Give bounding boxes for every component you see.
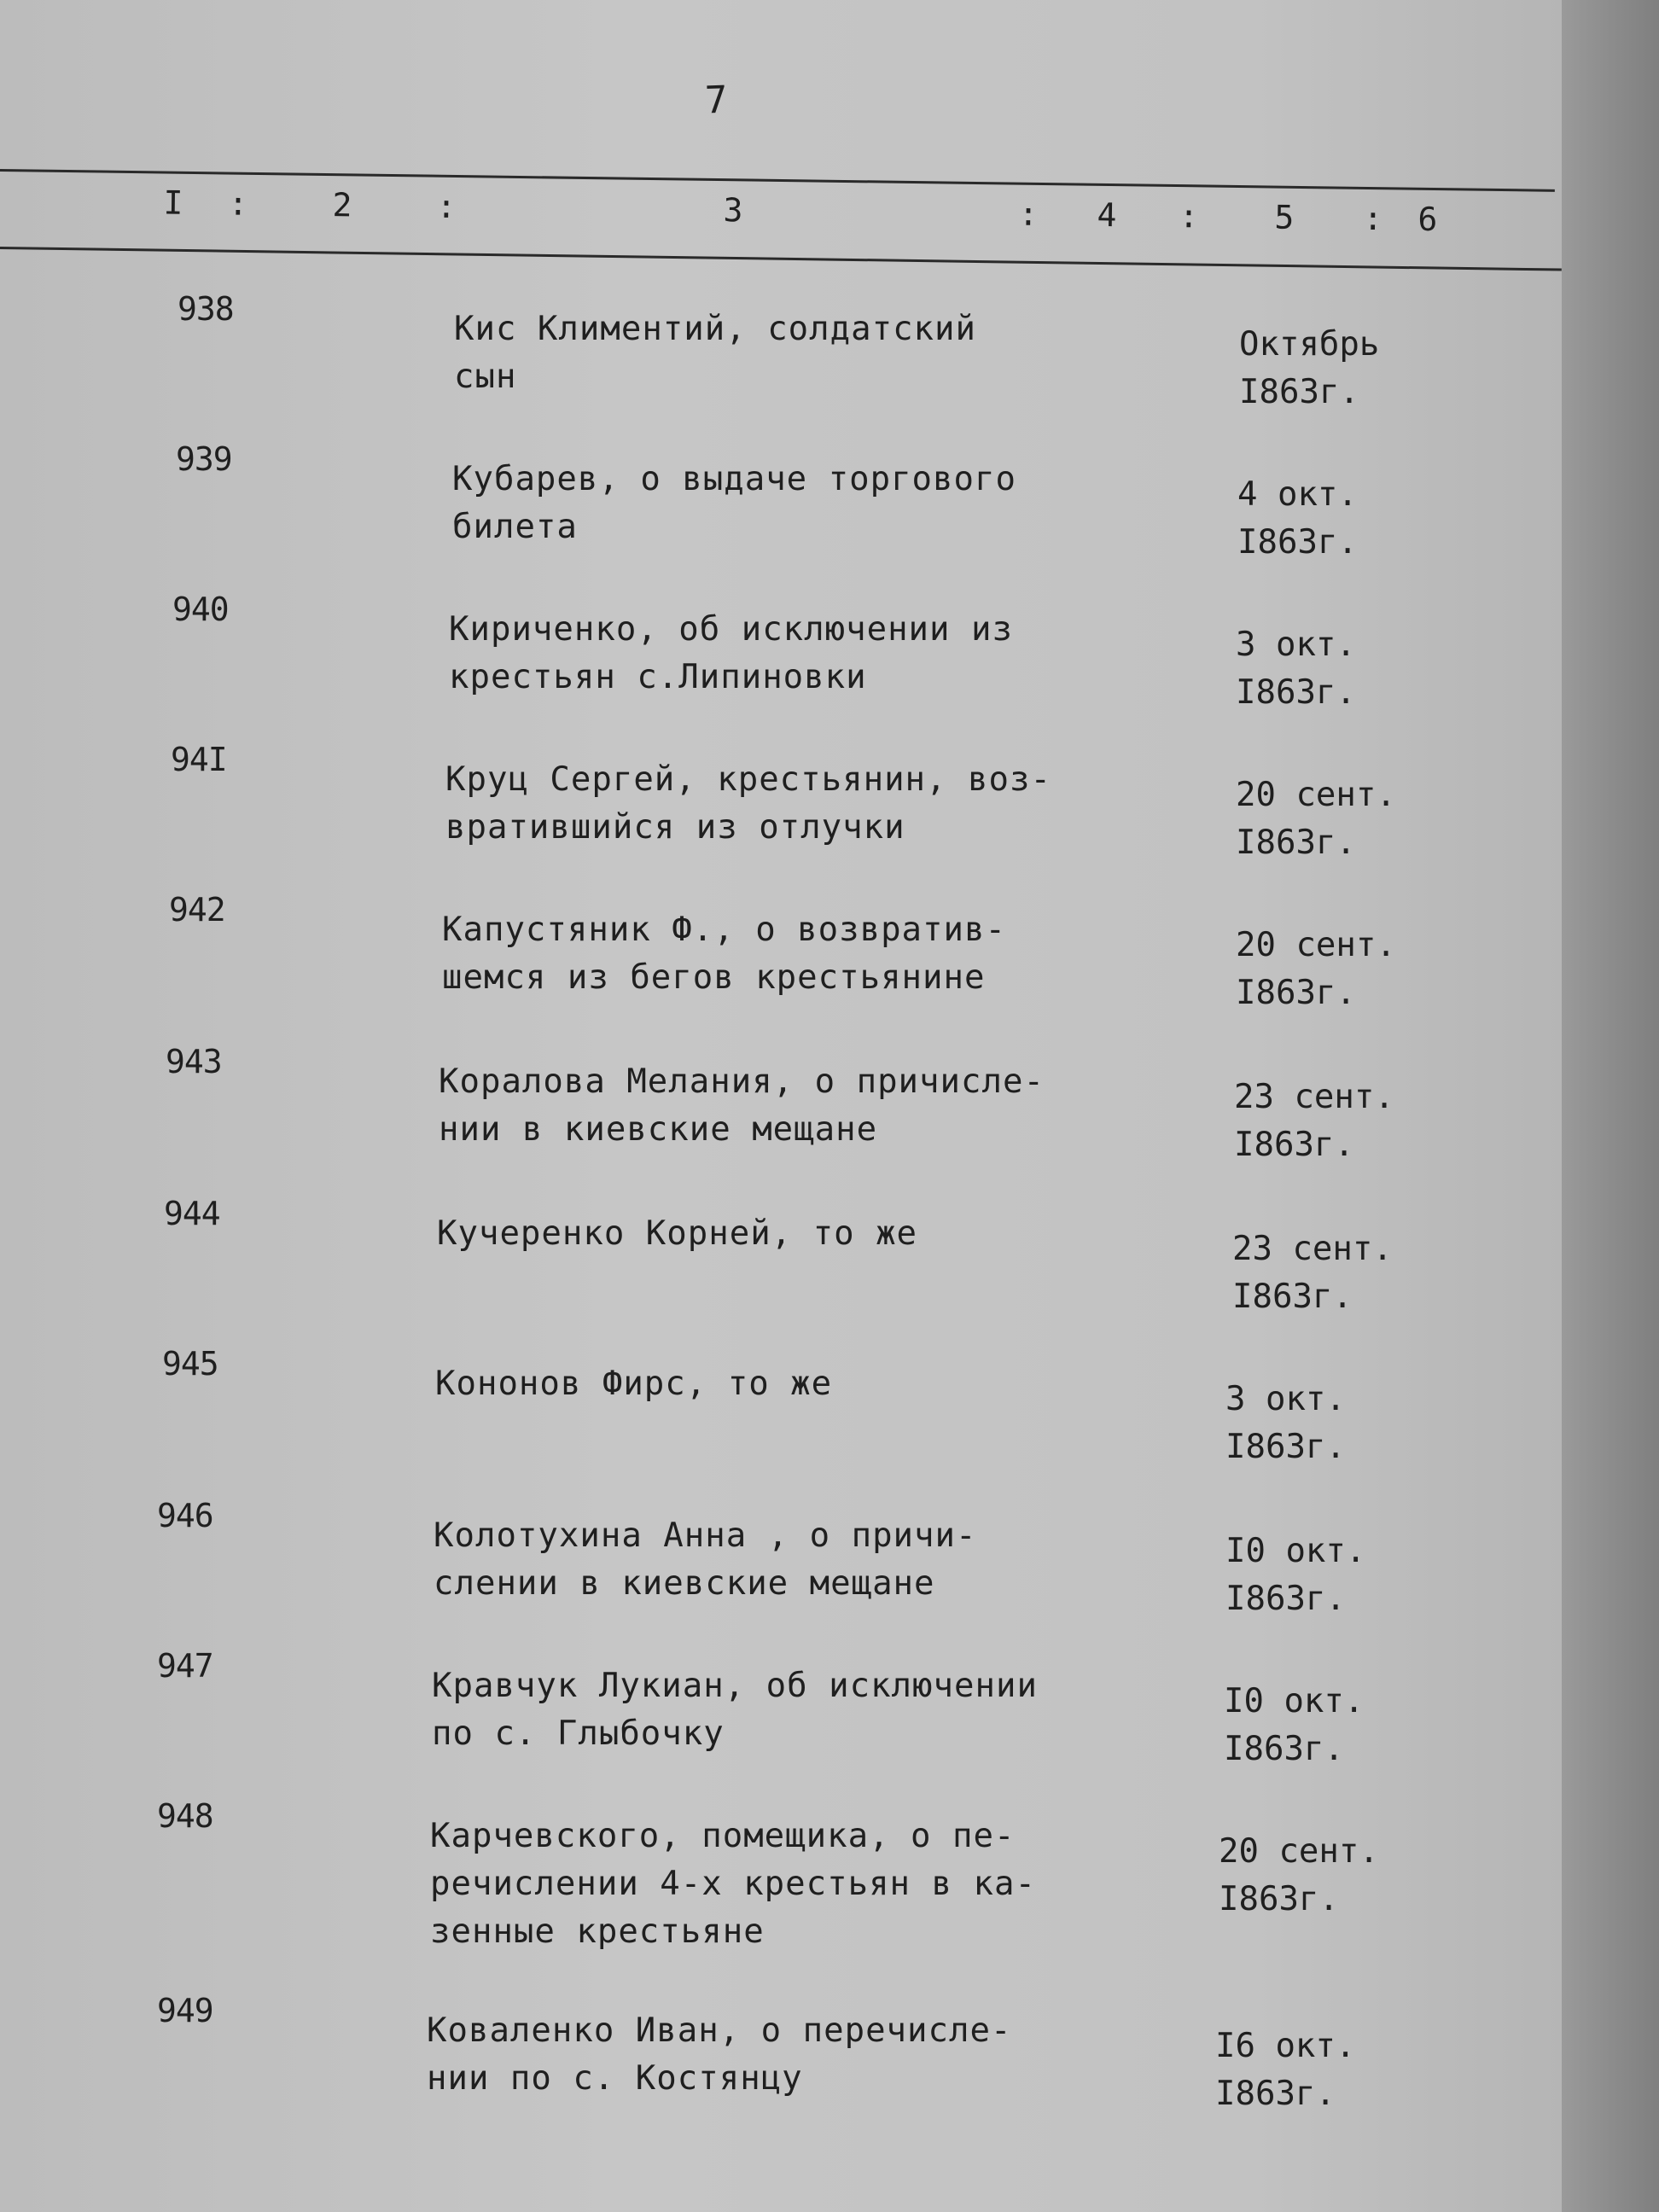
entry-date: I0 окт. I863г. [1224,1682,1365,1768]
entry-date: 3 окт. I863г. [1225,1380,1346,1466]
entry-number: 945 [162,1345,218,1382]
entry-number: 949 [157,1992,213,2029]
column-header-5: 5 [1274,198,1295,236]
column-separator: : [228,184,248,223]
column-separator: : [1363,199,1383,238]
entry-title: Коваленко Иван, о перечисле- нии по с. Костянцу [427,2011,1012,2098]
entry-title: Кравчук Лукиан, об исключении по с. Глыбочку [432,1667,1038,1753]
entry-title: Кучеренко Корней, то же [437,1214,918,1253]
entry-title: Карчевского, помещика, о пе- речислении 4-х крестьян в ка- зенные крестьяне [430,1817,1036,1951]
column-header-4: 4 [1097,195,1117,235]
entry-date: 4 окт. I863г. [1237,475,1358,562]
entry-date: 23 сент. I863г. [1232,1230,1393,1316]
column-header-6: 6 [1417,200,1438,239]
entry-title: Круц Сергей, крестьянин, воз- вратившийся из отлучки [445,760,1051,847]
entry-title: Кононов Фирс, то же [435,1365,833,1403]
page-edge [1562,0,1659,2212]
entry-number: 947 [157,1647,213,1685]
entry-date: 20 сент. I863г. [1236,776,1396,862]
entry-number: 946 [157,1497,213,1534]
entry-title: Колотухина Анна , о причи- слении в киевские мещане [434,1516,977,1603]
entry-date: 20 сент. I863г. [1236,926,1396,1012]
column-separator: : [436,187,457,225]
column-separator: : [1018,195,1039,233]
column-header-3: 3 [723,191,743,230]
entry-title: Капустяник Ф., о возвратив- шемся из бегов крестьянине [442,911,1006,997]
entry-number: 948 [157,1797,213,1835]
entry-date: I6 окт. I863г. [1215,2027,1356,2113]
entry-date: Октябрь I863г. [1239,325,1380,411]
entry-number: 944 [164,1195,220,1232]
column-header-1: I [163,183,183,222]
entry-number: 94I [171,741,227,778]
entry-number: 938 [178,290,234,328]
entry-number: 940 [172,591,229,628]
entry-date: I0 окт. I863г. [1225,1532,1366,1618]
entry-date: 3 окт. I863г. [1236,626,1356,712]
entry-title: Кириченко, об исключении из крестьян с.Липиновки [449,610,1013,696]
entry-title: Коралова Мелания, о причисле- нии в киевские мещане [439,1062,1045,1149]
page-number: 7 [704,78,729,123]
entry-number: 943 [166,1043,222,1080]
column-header-2: 2 [332,186,352,224]
entry-title: Кис Климентий, солдатский сын [454,310,976,396]
entry-number: 939 [176,440,232,478]
entry-date: 23 сент. I863г. [1234,1078,1394,1164]
entry-number: 942 [169,891,225,928]
column-separator: : [1179,197,1199,236]
entry-title: Кубарев, о выдаче торгового билета [452,460,1016,546]
entry-date: 20 сент. I863г. [1219,1832,1379,1918]
